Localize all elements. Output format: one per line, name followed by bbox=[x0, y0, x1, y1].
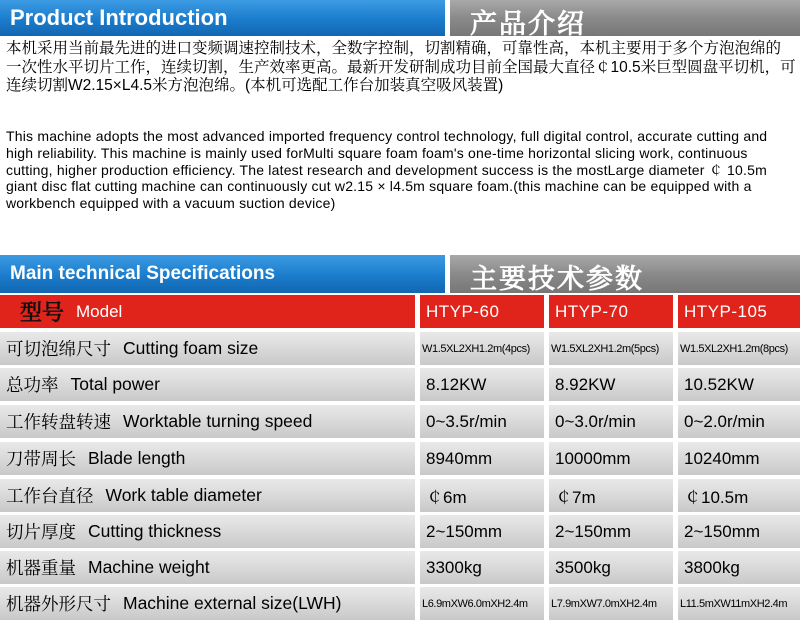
table-row bbox=[0, 442, 800, 475]
table-cell: W1.5XL2XH1.2m(8pcs) bbox=[678, 332, 800, 365]
table-cell: 10.52KW bbox=[678, 368, 800, 401]
table-cell: 0~2.0r/min bbox=[678, 405, 800, 438]
table-cell: 2~150mm bbox=[420, 515, 544, 548]
row-label-en: Total power bbox=[70, 374, 160, 394]
specifications-banner bbox=[0, 255, 800, 293]
table-row bbox=[0, 551, 800, 584]
row-label-cn: 工作转盘转速 bbox=[6, 412, 111, 432]
row-label-en: Work table diameter bbox=[105, 485, 262, 505]
table-cell: 0~3.0r/min bbox=[549, 405, 673, 438]
specifications-title-en: Main technical Specifications bbox=[10, 263, 276, 284]
row-label-cn: 机器重量 bbox=[6, 558, 76, 578]
row-label bbox=[0, 551, 415, 584]
table-row bbox=[0, 479, 800, 512]
table-cell: 3300kg bbox=[420, 551, 544, 584]
row-label-cn: 总功率 bbox=[6, 375, 59, 395]
row-label bbox=[0, 479, 415, 512]
table-cell: 8.92KW bbox=[549, 368, 673, 401]
table-row bbox=[0, 405, 800, 438]
table-row bbox=[0, 515, 800, 548]
table-cell: 8.12KW bbox=[420, 368, 544, 401]
table-row bbox=[0, 368, 800, 401]
table-cell: 2~150mm bbox=[549, 515, 673, 548]
specifications-title-cn: 主要技术参数 bbox=[470, 264, 644, 294]
row-label-en: Worktable turning speed bbox=[123, 411, 313, 431]
product-introduction-title-cn: 产品介绍 bbox=[470, 9, 586, 39]
intro-text-en: This machine adopts the most advanced imported frequency control technology, full digital control, accurate cutting and high reliability. This machine is mainly used forMulti square foam foam's one-time horizontal slicing work, continuous cutting, higher production efficiency. The latest research and development success is the mostLarge diameter ￠ 10.5m giant disc flat cutting machine can continuously cut w2.15 × l4.5m square foam.(this machine can be equipped with a workbench equipped with a vacuum suction device) bbox=[6, 128, 768, 212]
row-label-cn: 工作台直径 bbox=[6, 486, 94, 506]
row-label-en: Blade length bbox=[88, 448, 186, 468]
model-label-cell bbox=[0, 295, 415, 328]
row-label-en: Cutting thickness bbox=[88, 521, 222, 541]
row-label-cn: 可切泡绵尺寸 bbox=[6, 339, 111, 359]
row-label-en: Machine external size(LWH) bbox=[123, 593, 342, 613]
product-introduction-title-en: Product Introduction bbox=[10, 5, 228, 30]
table-row bbox=[0, 587, 800, 620]
row-label-cn: 刀带周长 bbox=[6, 449, 76, 469]
table-cell: L11.5mXW11mXH2.4m bbox=[678, 587, 800, 620]
table-cell: 10240mm bbox=[678, 442, 800, 475]
table-cell: 2~150mm bbox=[678, 515, 800, 548]
table-cell: ￠10.5m bbox=[678, 479, 800, 512]
product-introduction-banner bbox=[0, 0, 800, 39]
model-label-cn: 型号 bbox=[20, 300, 65, 325]
table-cell: 8940mm bbox=[420, 442, 544, 475]
row-label bbox=[0, 368, 415, 401]
table-cell: ￠7m bbox=[549, 479, 673, 512]
model-name-cell: HTYP-105 bbox=[678, 295, 800, 328]
table-cell: 10000mm bbox=[549, 442, 673, 475]
table-cell: W1.5XL2XH1.2m(4pcs) bbox=[420, 332, 544, 365]
table-cell: L7.9mXW7.0mXH2.4m bbox=[549, 587, 673, 620]
model-label-en: Model bbox=[76, 301, 123, 321]
table-cell: L6.9mXW6.0mXH2.4m bbox=[420, 587, 544, 620]
row-label bbox=[0, 332, 415, 365]
row-label-cn: 切片厚度 bbox=[6, 522, 76, 542]
intro-text-cn: 本机采用当前最先进的进口变频调速控制技术，全数字控制，切割精确，可靠性高，本机主要用于多个方泡泡绵的一次性水平切片工作，连续切割，生产效率更高。最新开发研制成功目前全国最大直径￠10.5米巨型圆盘平切机，可连续切割W2.15×L4.5米方泡泡绵。(本机可选配工作台加装真空吸风装置) bbox=[6, 40, 796, 94]
banner-separator bbox=[445, 0, 450, 36]
model-name-cell: HTYP-70 bbox=[549, 295, 673, 328]
banner-separator bbox=[445, 255, 450, 293]
table-row bbox=[0, 332, 800, 365]
row-label-en: Cutting foam size bbox=[123, 338, 259, 358]
table-cell: 0~3.5r/min bbox=[420, 405, 544, 438]
model-name-cell: HTYP-60 bbox=[420, 295, 544, 328]
table-cell: 3500kg bbox=[549, 551, 673, 584]
row-label bbox=[0, 587, 415, 620]
row-label bbox=[0, 405, 415, 438]
row-label-cn: 机器外形尺寸 bbox=[6, 594, 111, 614]
table-cell: 3800kg bbox=[678, 551, 800, 584]
table-cell: ￠6m bbox=[420, 479, 544, 512]
row-label-en: Machine weight bbox=[88, 557, 210, 577]
table-cell: W1.5XL2XH1.2m(5pcs) bbox=[549, 332, 673, 365]
row-label bbox=[0, 515, 415, 548]
table-header-row bbox=[0, 295, 800, 328]
row-label bbox=[0, 442, 415, 475]
